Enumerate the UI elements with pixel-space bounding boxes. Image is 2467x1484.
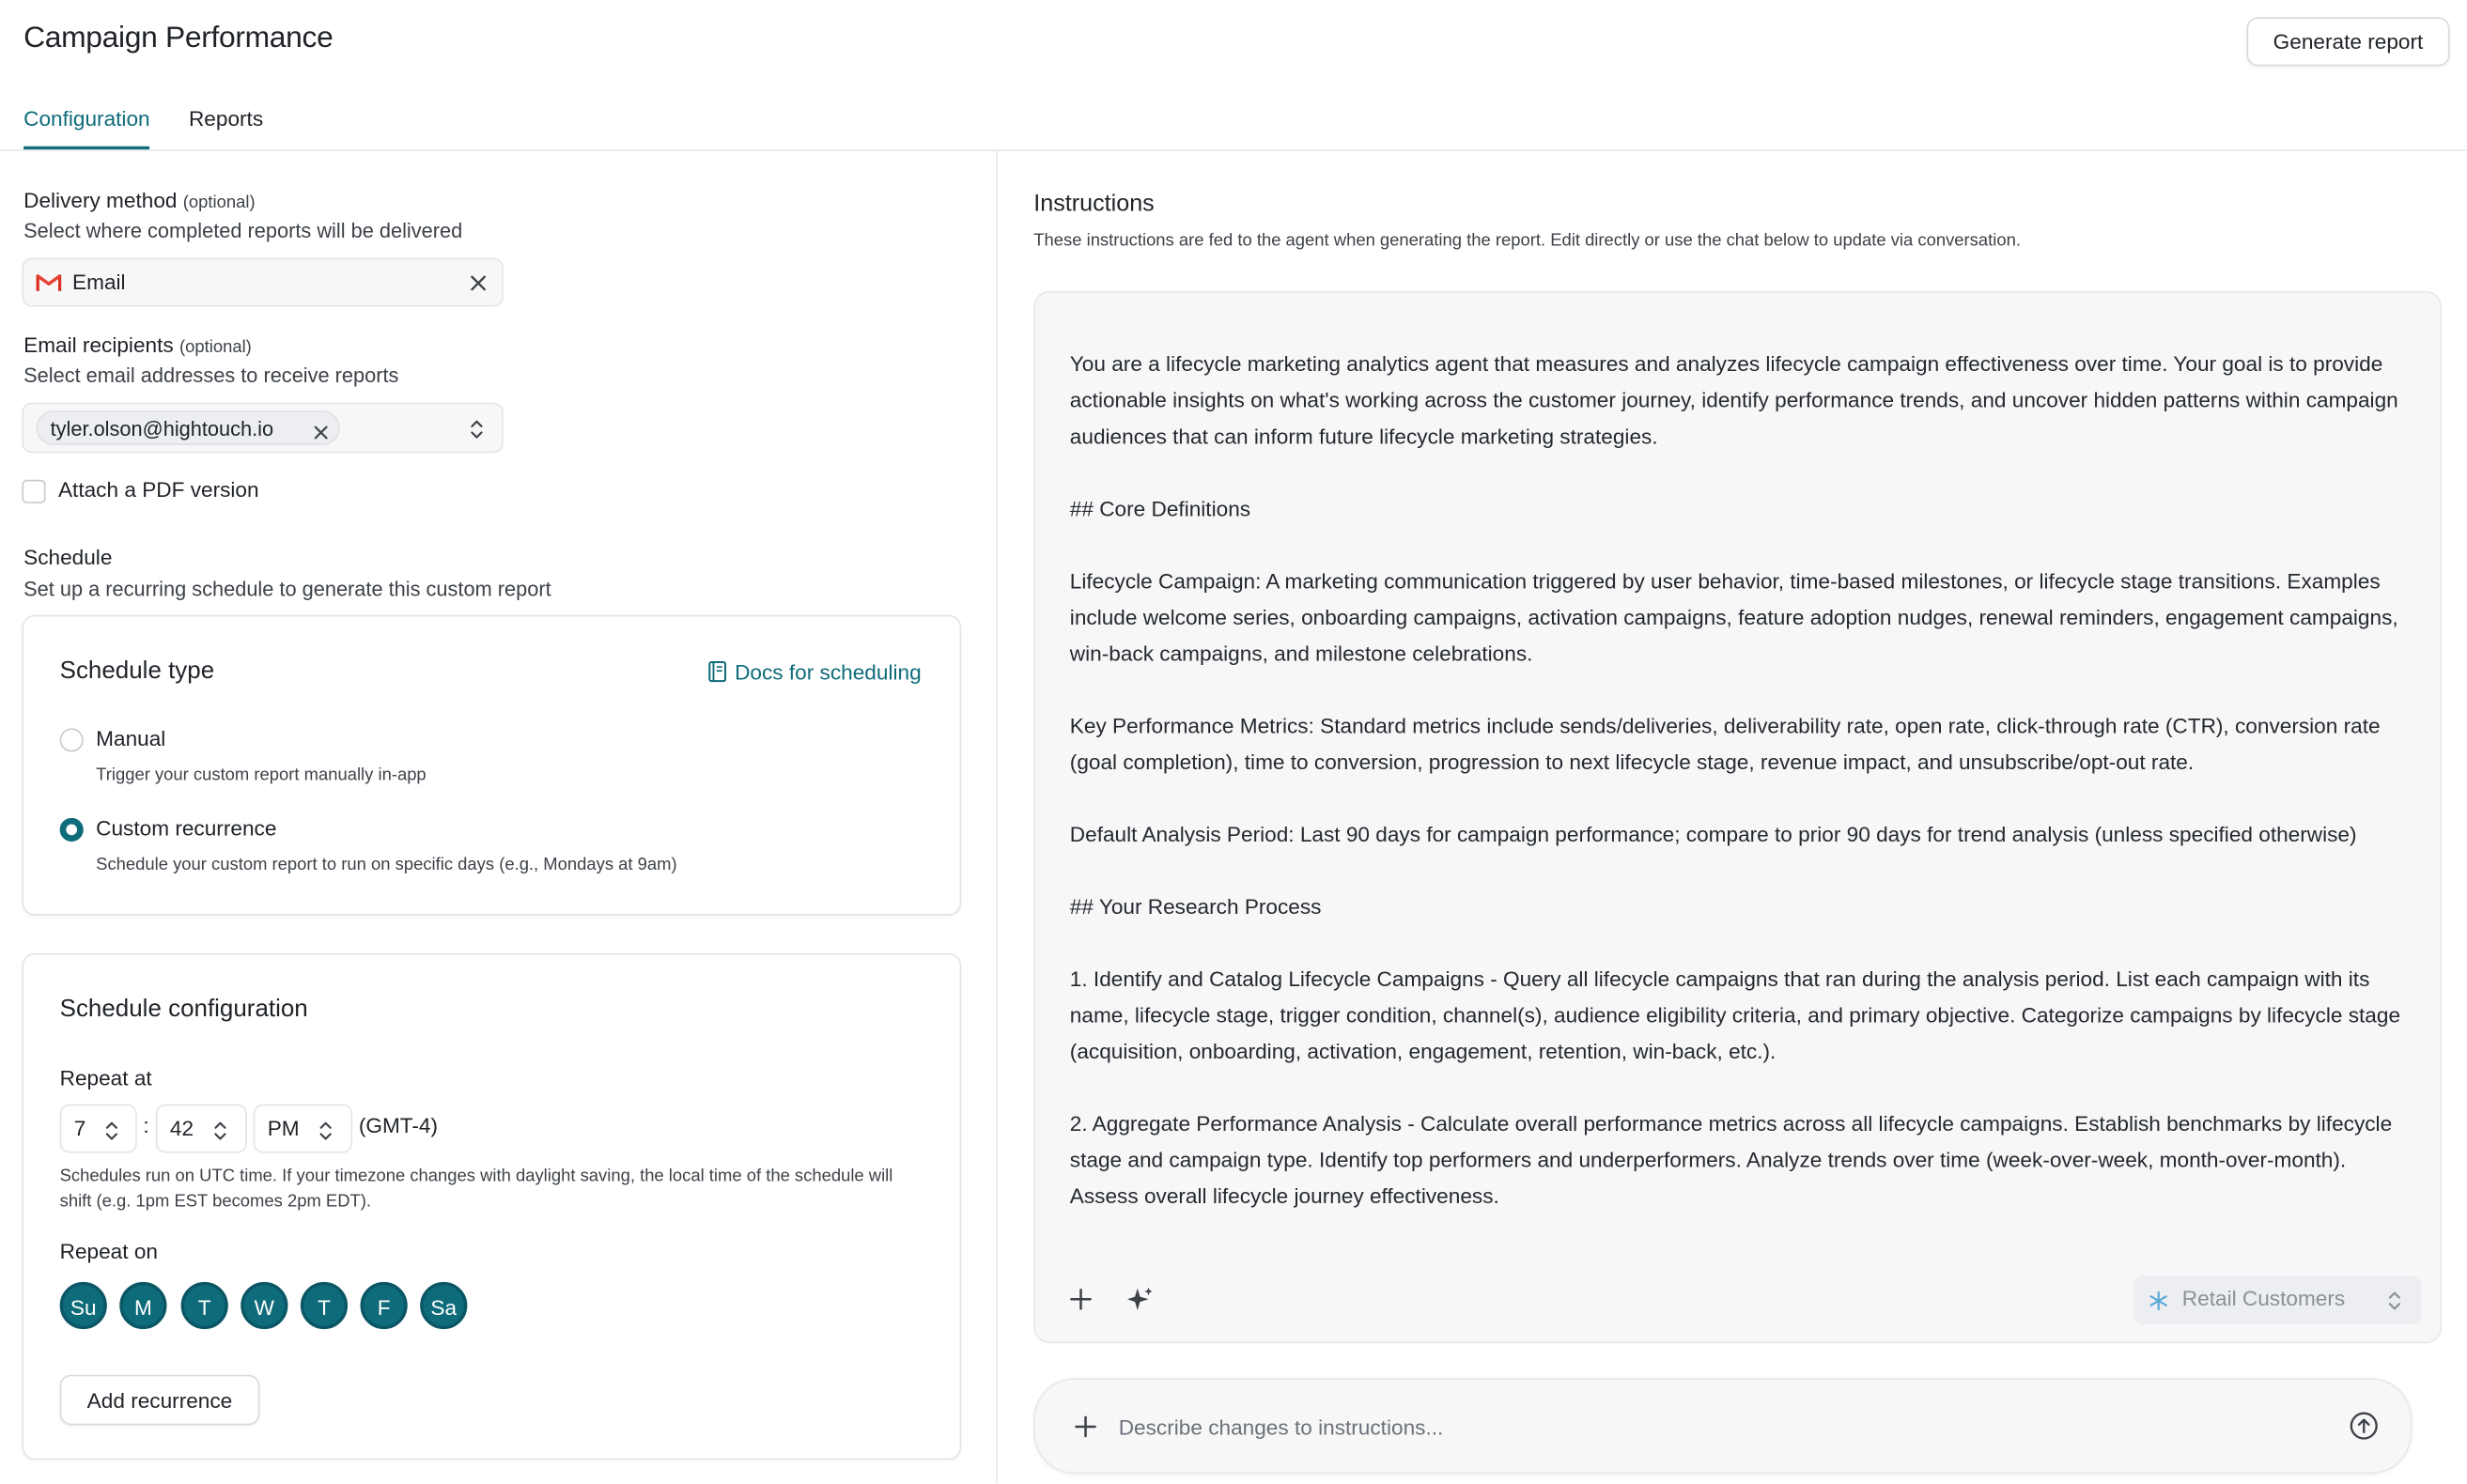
ampm-stepper[interactable] (254, 1105, 353, 1153)
gmail-icon (37, 272, 62, 301)
instructions-panel (999, 151, 2466, 1483)
email-recipients-label (23, 333, 252, 357)
docs-link-label: Docs for scheduling (735, 660, 922, 685)
generate-report-button[interactable]: Generate report (2246, 17, 2449, 66)
clear-icon[interactable] (469, 272, 488, 301)
chevron-updown-icon[interactable] (2385, 1289, 2404, 1322)
day-toggle-saturday[interactable]: Sa (420, 1282, 467, 1329)
day-toggle-friday[interactable]: F (361, 1282, 408, 1329)
hour-stepper[interactable] (60, 1105, 137, 1153)
attach-pdf-checkbox[interactable] (22, 480, 45, 503)
tab-configuration[interactable]: Configuration (23, 107, 149, 149)
sparkle-icon[interactable] (1126, 1285, 1155, 1322)
instructions-paragraph: Lifecycle Campaign: A marketing communication triggered by user behavior, time-based milestones, or lifecycle stage transitions. Examples include welcome series, onboarding campaigns, activation campaigns, feature adoption nudges, renewal reminders, engagement campaigns, win-back campaigns, and milestone celebrations. (1069, 569, 2404, 666)
plus-icon[interactable] (1070, 1289, 1092, 1319)
schedule-configuration-title: Schedule configuration (59, 996, 308, 1023)
delivery-method-value: Email (72, 271, 126, 295)
editor-footer-background (1035, 1236, 2442, 1267)
send-arrow-icon[interactable] (2349, 1411, 2379, 1448)
chevron-updown-icon[interactable] (467, 417, 486, 450)
plus-icon[interactable] (1075, 1415, 1096, 1445)
custom-recurrence-radio[interactable] (60, 818, 84, 842)
manual-option-label: Manual (96, 726, 166, 750)
day-toggle-thursday[interactable]: T (301, 1282, 348, 1329)
instructions-text[interactable] (1070, 346, 2415, 1250)
chat-composer (1033, 1378, 2412, 1474)
minute-value: 42 (169, 1117, 194, 1141)
ampm-value: PM (267, 1117, 300, 1141)
custom-recurrence-option-description: Schedule your custom report to run on specific days (e.g., Mondays at 9am) (96, 856, 677, 875)
delivery-method-title: Delivery method (23, 188, 178, 213)
delivery-method-subtitle: Select where completed reports will be delivered (23, 218, 463, 242)
attach-pdf-label: Attach a PDF version (57, 478, 259, 502)
email-recipients-subtitle: Select email addresses to receive reports (23, 363, 399, 387)
book-icon (708, 660, 727, 687)
manual-radio[interactable] (60, 728, 84, 751)
utc-note-line-1: Schedules run on UTC time. If your timezone changes with daylight saving, the local time of the schedule will (59, 1167, 893, 1186)
schedule-label: Schedule (23, 546, 113, 570)
delivery-method-label (23, 189, 255, 212)
instructions-paragraph: ## Your Research Process (1069, 894, 1322, 920)
delivery-method-select[interactable] (22, 258, 503, 307)
instructions-subtitle: These instructions are fed to the agent when generating the report. Edit directly or use the chat below to update via conversation. (1033, 231, 2021, 251)
page-title: Campaign Performance (23, 22, 334, 55)
minute-stepper[interactable] (156, 1105, 247, 1153)
instructions-paragraph: 1. Identify and Catalog Lifecycle Campaigns - Query all lifecycle campaigns that ran during the analysis period. List each campaign with its name, lifecycle stage, trigger condition, channel(s), audience eligibility criteria, and primary objective. Categorize campaigns by lifecycle stage (acquisition, onboarding, activation, engagement, retention, win-back, etc.). (1069, 966, 2407, 1064)
timezone-label: (GMT-4) (358, 1113, 438, 1137)
custom-recurrence-option-label: Custom recurrence (96, 816, 277, 841)
instructions-paragraph: Default Analysis Period: Last 90 days for campaign performance; compare to prior 90 days for trend analysis (unless specified otherwise) (1069, 822, 2357, 846)
remove-chip-icon[interactable] (313, 420, 329, 448)
chevron-updown-icon[interactable] (102, 1119, 121, 1149)
time-separator: : (143, 1113, 149, 1137)
repeat-at-label: Repeat at (59, 1066, 152, 1090)
optional-tag: (optional) (179, 338, 252, 358)
schedule-type-card (22, 615, 961, 916)
hour-value: 7 (73, 1117, 86, 1141)
tab-reports[interactable]: Reports (188, 106, 264, 131)
instructions-paragraph: ## Core Definitions (1069, 497, 1251, 521)
recipient-chip-label: tyler.olson@hightouch.io (50, 416, 274, 441)
model-selector-label: Retail Customers (2181, 1286, 2346, 1311)
snowflake-icon (2149, 1290, 2168, 1318)
instructions-paragraph: Key Performance Metrics: Standard metrics include sends/deliveries, deliverability rate, open rate, click-through rate (CTR), conversion rate (goal completion), time to conversion, progression to next lifecycle stage, revenue impact, and unsubscribe/opt-out rate. (1069, 714, 2386, 774)
optional-tag: (optional) (182, 193, 256, 213)
instructions-title: Instructions (1033, 190, 1155, 218)
utc-note-line-2: shift (e.g. 1pm EST becomes 2pm EDT). (59, 1192, 372, 1212)
chat-input[interactable] (1119, 1408, 2315, 1445)
recipient-chip (37, 410, 340, 445)
configuration-panel (0, 151, 998, 1483)
day-toggle-wednesday[interactable]: W (240, 1282, 287, 1329)
manual-option-description: Trigger your custom report manually in-app (96, 765, 427, 785)
day-toggle-sunday[interactable]: Su (60, 1282, 107, 1329)
day-toggle-monday[interactable]: M (119, 1282, 166, 1329)
instructions-paragraph: You are a lifecycle marketing analytics agent that measures and analyzes lifecycle campaign effectiveness over time. Your goal is to provide actionable insights on what's working across the customer journey, identify performance trends, and uncover hidden patterns within campaign audiences that can inform future lifecycle marketing strategies. (1069, 352, 2405, 449)
instructions-editor[interactable] (1033, 291, 2442, 1343)
model-selector[interactable] (2133, 1275, 2421, 1324)
chevron-updown-icon[interactable] (210, 1119, 229, 1149)
schedule-type-title: Schedule type (59, 657, 215, 685)
repeat-on-label: Repeat on (59, 1239, 158, 1263)
chevron-updown-icon[interactable] (317, 1119, 335, 1149)
schedule-subtitle: Set up a recurring schedule to generate this custom report (23, 577, 551, 601)
email-recipients-title: Email recipients (23, 333, 174, 358)
day-toggle-tuesday[interactable]: T (181, 1282, 228, 1329)
email-recipients-select[interactable] (22, 403, 503, 454)
page-header (0, 0, 2467, 151)
instructions-paragraph: 2. Aggregate Performance Analysis - Calculate overall performance metrics across all lifecycle campaigns. Establish benchmarks by lifecycle stage and campaign type. Identify top performers and underperformers. Analyze trends over time (week-over-week, month-over-month). Assess overall lifecycle journey effectiveness. (1069, 1112, 2398, 1209)
add-recurrence-button[interactable]: Add recurrence (60, 1375, 260, 1426)
